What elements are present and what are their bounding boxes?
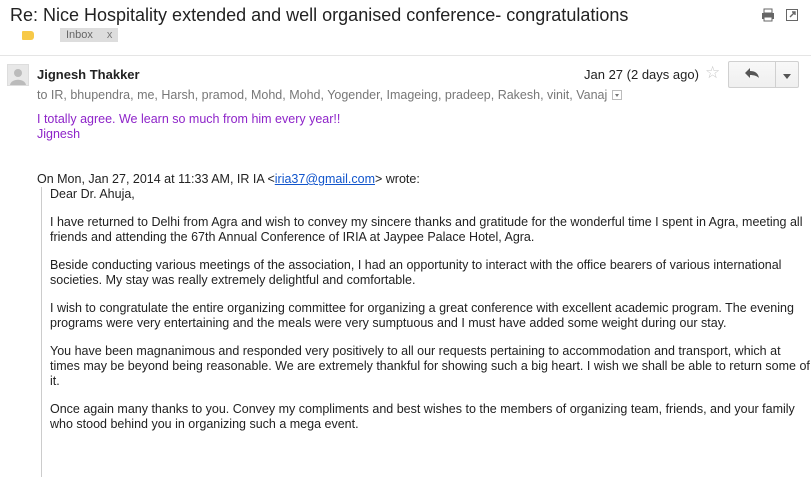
greeting: Dear Dr. Ahuja,: [50, 187, 135, 201]
reply-line: I totally agree. We learn so much from him every year!!: [37, 112, 341, 126]
recipients-text: to IR, bhupendra, me, Harsh, pramod, Mohd, Mohd, Yogender, Imageing, pradeep, Rakesh, vinit, Vanaj: [37, 88, 608, 102]
message-date: Jan 27 (2 days ago): [584, 67, 699, 82]
sender-name[interactable]: Jignesh Thakker: [37, 67, 140, 82]
divider: [0, 55, 811, 56]
recipients-line: [37, 88, 622, 102]
print-icon[interactable]: [761, 8, 775, 22]
quote-header: On Mon, Jan 27, 2014 at 11:33 AM, IR IA <iria37@gmail.com> wrote:: [37, 172, 420, 186]
inbox-label[interactable]: [60, 28, 118, 42]
paragraph: Once again many thanks to you. Convey my compliments and best wishes to the members of organizing team, friends, and your family who stood behind you in organizing such a mega event.: [50, 402, 795, 431]
reply-signature: Jignesh: [37, 127, 81, 141]
quoted-message: [41, 187, 810, 477]
reply-body: [37, 112, 340, 142]
inbox-label-text: Inbox: [66, 29, 93, 41]
paragraph: Beside conducting various meetings of the association, I had an opportunity to interact with the office bearers of various international societies. My stay was really extremely delightful and comfortable.: [50, 258, 782, 287]
email-subject: Re: Nice Hospitality extended and well organised conference- congratulations: [10, 5, 629, 25]
show-details-icon[interactable]: [612, 90, 622, 100]
remove-label-button[interactable]: x: [106, 29, 113, 41]
paragraph: I have returned to Delhi from Agra and wish to convey my sincere thanks and gratitude for the wonderful time I spent in Agra, meeting all friends and attending the 67th Annual Conference of IRIA at Jaypee Palace Hotel, Agra.: [50, 215, 803, 244]
chevron-down-icon: [783, 66, 791, 84]
label-icon: [22, 31, 34, 40]
top-actions: [761, 8, 799, 22]
paragraph: You have been magnanimous and responded very positively to all our requests pertaining to accommodation and transport, which at times may be beyond being reasonable. We are extremely thankful for showing such a big heart. I wish we shall be able to return some of it.: [50, 344, 810, 388]
new-window-icon[interactable]: [785, 8, 799, 22]
paragraph: I wish to congratulate the entire organizing committee for organizing a great conference with excellent academic program. The evening programs were very entertaining and the meals were very sumptuous and I must have added some weight during our stay.: [50, 301, 794, 330]
more-options-button[interactable]: [775, 61, 799, 88]
reply-icon: [744, 66, 760, 84]
labels-row: [22, 28, 118, 42]
reply-button[interactable]: [728, 61, 776, 88]
avatar[interactable]: [7, 64, 29, 86]
star-icon[interactable]: ☆: [705, 63, 721, 82]
quote-email-link[interactable]: iria37@gmail.com: [274, 172, 375, 186]
